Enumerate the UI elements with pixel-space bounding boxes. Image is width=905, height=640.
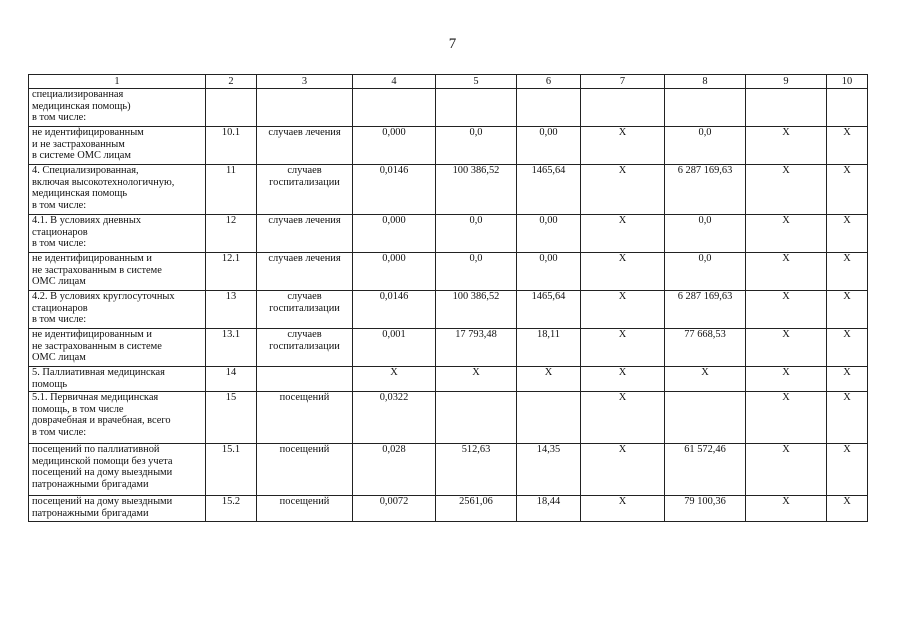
table-cell — [517, 392, 581, 444]
table-cell: X — [353, 367, 436, 392]
table-cell: 0,00 — [517, 127, 581, 165]
table-cell: посещений — [257, 392, 353, 444]
table-cell: посещений — [257, 496, 353, 522]
table-cell — [827, 89, 868, 127]
table-cell: X — [827, 444, 868, 496]
table-cell: случаев лечения — [257, 127, 353, 165]
page-number: 7 — [448, 36, 457, 52]
row-label-cell: не идентифицированным и не застрахованным в системе ОМС лицам — [29, 253, 206, 291]
table-cell — [206, 89, 257, 127]
table-row — [29, 165, 868, 215]
table-cell: 15 — [206, 392, 257, 444]
table-cell: X — [581, 392, 665, 444]
table-row — [29, 253, 868, 291]
table-cell: 100 386,52 — [436, 165, 517, 215]
table-cell: 18,11 — [517, 329, 581, 367]
column-header: 4 — [353, 75, 436, 89]
column-header: 10 — [827, 75, 868, 89]
table-cell: X — [581, 127, 665, 165]
table-cell: 0,0146 — [353, 291, 436, 329]
row-label-cell: 4.1. В условиях дневных стационаров в том числе: — [29, 215, 206, 253]
table-cell: X — [581, 165, 665, 215]
table-cell: 0,00 — [517, 253, 581, 291]
table-cell — [665, 392, 746, 444]
table-cell: X — [827, 215, 868, 253]
table-cell: X — [746, 215, 827, 253]
table-row — [29, 444, 868, 496]
table-cell — [746, 89, 827, 127]
table-cell: 79 100,36 — [665, 496, 746, 522]
table-cell: X — [746, 367, 827, 392]
table-cell: X — [436, 367, 517, 392]
table-cell: 512,63 — [436, 444, 517, 496]
table-cell — [353, 89, 436, 127]
table-cell: X — [746, 253, 827, 291]
table-cell: X — [746, 392, 827, 444]
table-cell: X — [746, 291, 827, 329]
table-cell: 6 287 169,63 — [665, 165, 746, 215]
table-cell: X — [746, 127, 827, 165]
table-row — [29, 215, 868, 253]
table-cell: 0,0 — [665, 253, 746, 291]
table-cell: X — [827, 367, 868, 392]
table-cell: случаев госпитализации — [257, 329, 353, 367]
table-cell: 0,0146 — [353, 165, 436, 215]
table-cell: X — [581, 367, 665, 392]
table-cell: X — [827, 165, 868, 215]
table-cell: 13.1 — [206, 329, 257, 367]
table-cell: 0,001 — [353, 329, 436, 367]
table-cell: X — [517, 367, 581, 392]
table-cell — [257, 89, 353, 127]
column-header: 9 — [746, 75, 827, 89]
row-label-cell: 4. Специализированная, включая высокотехнологичную, медицинская помощь в том числе: — [29, 165, 206, 215]
column-header: 3 — [257, 75, 353, 89]
table-cell: 14,35 — [517, 444, 581, 496]
table-cell: случаев госпитализации — [257, 165, 353, 215]
table-cell — [436, 392, 517, 444]
column-header: 1 — [29, 75, 206, 89]
table-cell — [581, 89, 665, 127]
table-cell: 0,00 — [517, 215, 581, 253]
table-cell: 0,0322 — [353, 392, 436, 444]
table-cell: 15.1 — [206, 444, 257, 496]
table-cell: 12 — [206, 215, 257, 253]
table-cell — [517, 89, 581, 127]
row-label-cell: 5.1. Первичная медицинская помощь, в том числе доврачебная и врачебная, всего в том числе: — [29, 392, 206, 444]
table-cell: 0,0 — [665, 215, 746, 253]
table-cell: 0,0 — [436, 215, 517, 253]
table-cell: 6 287 169,63 — [665, 291, 746, 329]
table-cell: 100 386,52 — [436, 291, 517, 329]
table-cell: посещений — [257, 444, 353, 496]
table-cell: случаев лечения — [257, 253, 353, 291]
table-cell: 0,000 — [353, 253, 436, 291]
table-cell: случаев лечения — [257, 215, 353, 253]
table-cell: X — [827, 329, 868, 367]
row-label-cell: 4.2. В условиях круглосуточных стационаров в том числе: — [29, 291, 206, 329]
table-cell: X — [665, 367, 746, 392]
table-cell: 77 668,53 — [665, 329, 746, 367]
table-row — [29, 89, 868, 127]
table-cell: 11 — [206, 165, 257, 215]
data-table — [28, 74, 868, 522]
table-cell: X — [581, 253, 665, 291]
table-cell: X — [827, 392, 868, 444]
table-header-row — [29, 75, 868, 89]
table-row — [29, 127, 868, 165]
table-cell: X — [827, 253, 868, 291]
table-cell: 0,028 — [353, 444, 436, 496]
table-cell: 17 793,48 — [436, 329, 517, 367]
table-cell: 61 572,46 — [665, 444, 746, 496]
table-cell: X — [827, 127, 868, 165]
table-cell: 14 — [206, 367, 257, 392]
table-cell: 0,0 — [436, 127, 517, 165]
table-cell: 18,44 — [517, 496, 581, 522]
table-cell: 0,0 — [665, 127, 746, 165]
table-cell: 0,0072 — [353, 496, 436, 522]
table-cell: 15.2 — [206, 496, 257, 522]
table-row — [29, 367, 868, 392]
table-cell: 1465,64 — [517, 291, 581, 329]
column-header: 5 — [436, 75, 517, 89]
table-cell: случаев госпитализации — [257, 291, 353, 329]
table-cell: 0,0 — [436, 253, 517, 291]
table-cell: X — [581, 444, 665, 496]
table-cell: 13 — [206, 291, 257, 329]
table-cell — [665, 89, 746, 127]
row-label-cell: не идентифицированным и не застрахованным в системе ОМС лицам — [29, 127, 206, 165]
table-row — [29, 329, 868, 367]
row-label-cell: посещений на дому выездными патронажными бригадами — [29, 496, 206, 522]
table-cell: 0,000 — [353, 127, 436, 165]
row-label-cell: специализированная медицинская помощь) в том числе: — [29, 89, 206, 127]
column-header: 8 — [665, 75, 746, 89]
table-row — [29, 291, 868, 329]
table-cell: 2561,06 — [436, 496, 517, 522]
column-header: 6 — [517, 75, 581, 89]
column-header: 7 — [581, 75, 665, 89]
table-cell: X — [827, 291, 868, 329]
table-cell: X — [827, 496, 868, 522]
table-cell: X — [746, 496, 827, 522]
row-label-cell: посещений по паллиативной медицинской помощи без учета посещений на дому выездными патронажными бригадами — [29, 444, 206, 496]
column-header: 2 — [206, 75, 257, 89]
table-cell: 0,000 — [353, 215, 436, 253]
table-cell: 12.1 — [206, 253, 257, 291]
table-row — [29, 392, 868, 444]
table-cell: X — [581, 329, 665, 367]
table-cell: X — [746, 165, 827, 215]
table-cell: 10.1 — [206, 127, 257, 165]
table-cell — [257, 367, 353, 392]
row-label-cell: 5. Паллиативная медицинская помощь — [29, 367, 206, 392]
table-cell: 1465,64 — [517, 165, 581, 215]
table-cell: X — [581, 215, 665, 253]
table-row — [29, 496, 868, 522]
table-cell: X — [581, 291, 665, 329]
row-label-cell: не идентифицированным и не застрахованным в системе ОМС лицам — [29, 329, 206, 367]
table-cell: X — [581, 496, 665, 522]
table-cell: X — [746, 444, 827, 496]
table-cell — [436, 89, 517, 127]
table-cell: X — [746, 329, 827, 367]
